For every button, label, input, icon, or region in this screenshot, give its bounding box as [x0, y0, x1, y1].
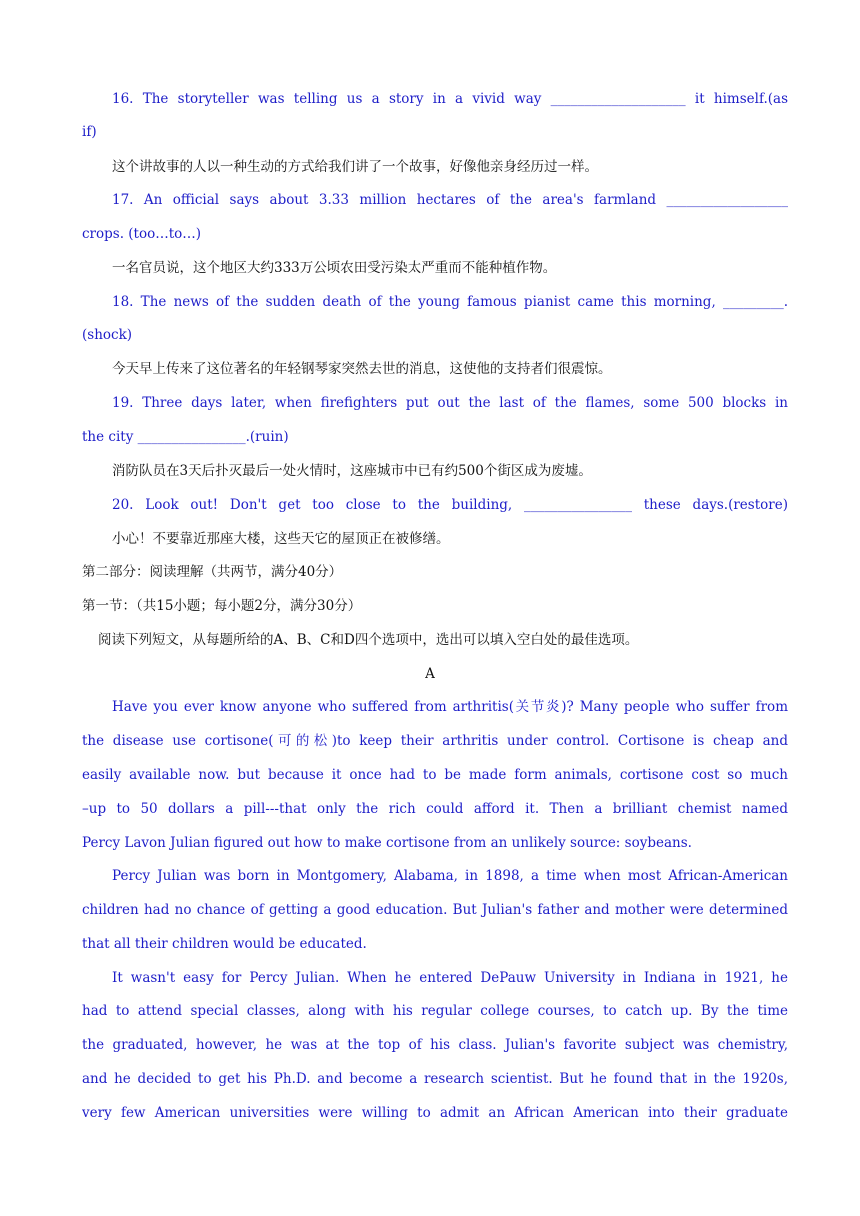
item-18-line-1: 18. The news of the sudden death of the young famous pianist came this morning, _________. [112, 294, 788, 310]
section-one-title: 第一节：（共15小题；每小题2分，满分30分） [82, 598, 362, 614]
passage-p3-line-1: It wasn't easy for Percy Julian. When he entered DePauw University in Indiana in 1921, he [112, 970, 788, 986]
instructions: 阅读下列短文，从每题所给的A、B、C和D四个选项中，选出可以填入空白处的最佳选项。 [98, 632, 639, 648]
passage-p3-line-4: and he decided to get his Ph.D. and become a research scientist. But he found that in the 1920s, [82, 1071, 788, 1087]
item-16-translation: 这个讲故事的人以一种生动的方式给我们讲了一个故事，好像他亲身经历过一样。 [112, 159, 598, 175]
item-17-line-2: crops. (too…to…) [82, 226, 202, 242]
item-18-translation: 今天早上传来了这位著名的年轻钢琴家突然去世的消息，这使他的支持者们很震惊。 [112, 361, 612, 377]
item-19-line-1: 19. Three days later, when firefighters put out the last of the flames, some 500 blocks in [112, 395, 788, 411]
passage-label: A [425, 666, 435, 682]
item-17-line-1: 17. An official says about 3.33 million hectares of the area's farmland __________________ [112, 192, 788, 208]
item-20-line-1: 20. Look out! Don't get too close to the building, ________________ these days.(restore) [112, 497, 788, 513]
part-two-title: 第二部分：阅读理解（共两节，满分40分） [82, 564, 343, 580]
passage-p1-line-4: –up to 50 dollars a pill---that only the rich could afford it. Then a brilliant chemist named [82, 801, 788, 817]
passage-p3-line-5: very few American universities were willing to admit an African American into their graduate [82, 1105, 788, 1121]
item-18-line-2: (shock) [82, 327, 133, 343]
passage-p1-line-3: easily available now. but because it once had to be made form animals, cortisone cost so much [82, 767, 788, 783]
item-20-translation: 小心！不要靠近那座大楼，这些天它的屋顶正在被修缮。 [112, 531, 450, 547]
passage-p2-line-2: children had no chance of getting a good education. But Julian's father and mother were determined [82, 902, 788, 918]
passage-p1-line-5: Percy Lavon Julian figured out how to make cortisone from an unlikely source: soybeans. [82, 835, 692, 851]
passage-p1-line-2: the disease use cortisone(可的松)to keep their arthritis under control. Cortisone is cheap and [82, 733, 788, 749]
item-19-line-2: the city ________________.(ruin) [82, 429, 289, 445]
passage-p2-line-3: that all their children would be educated. [82, 936, 367, 952]
passage-p1-line-1: Have you ever know anyone who suffered from arthritis(关节炎)? Many people who suffer from [112, 699, 788, 715]
passage-p3-line-3: the graduated, however, he was at the top of his class. Julian's favorite subject was chemistry, [82, 1037, 788, 1053]
passage-p2-line-1: Percy Julian was born in Montgomery, Alabama, in 1898, a time when most African-American [112, 868, 788, 884]
item-19-translation: 消防队员在3天后扑灭最后一处火情时，这座城市中已有约500个街区成为废墟。 [112, 463, 592, 479]
item-16-line-2: if) [82, 124, 97, 140]
passage-p3-line-2: had to attend special classes, along with his regular college courses, to catch up. By the time [82, 1003, 788, 1019]
item-17-translation: 一名官员说，这个地区大约333万公顷农田受污染太严重而不能种植作物。 [112, 260, 557, 276]
item-16-line-1: 16. The storyteller was telling us a story in a vivid way ____________________ it himself.(as [112, 91, 788, 107]
